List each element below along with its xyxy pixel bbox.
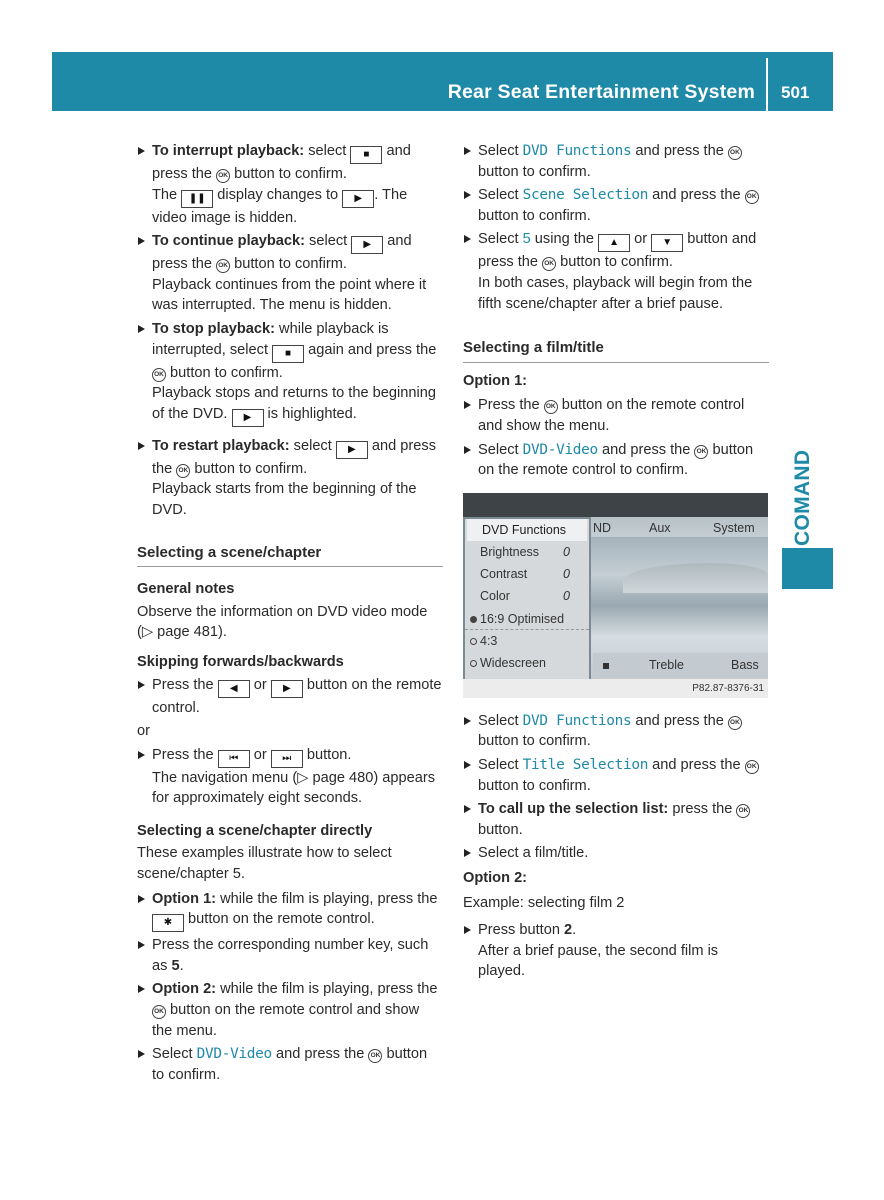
step-text: press the <box>668 801 737 818</box>
select-dvd-video-step <box>137 1044 443 1085</box>
step-text: again and press the <box>304 341 437 358</box>
menu-item-text: DVD-Video <box>522 441 598 458</box>
option1-heading: Option 1: <box>463 372 528 389</box>
step-text: using the <box>530 231 599 248</box>
menu-row-16-9-optimised <box>465 608 589 630</box>
general-notes-text: Observe the information on DVD video mode (▷ page 481). <box>137 603 428 641</box>
step-text: button. <box>302 746 352 763</box>
menu-item-text: DVD Functions <box>522 143 632 159</box>
select-film-step <box>463 843 769 864</box>
menu-item-text: DVD-Video <box>196 1046 272 1063</box>
ok-button-icon: OK <box>216 259 230 273</box>
star-key-icon: ✱ <box>152 914 184 932</box>
step-text: Playback continues from the point where it was interrupted. The menu is hidden. <box>152 276 427 314</box>
skip-forward-key-icon: ⏭ <box>271 750 303 768</box>
bottom-treble: Treble <box>649 657 684 672</box>
step-text: The navigation menu (▷ page 480) appears for approximately eight seconds. <box>152 769 436 807</box>
menu-title: DVD Functions <box>467 519 587 541</box>
ok-button-icon: OK <box>745 190 759 204</box>
step-text: button on the remote control to confirm. <box>478 441 754 479</box>
step-label: To interrupt playback: <box>152 143 305 159</box>
pause-key-icon: ❚❚ <box>181 190 213 208</box>
step-text: Select <box>478 712 523 729</box>
image-code: P82.87-8376-31 <box>692 682 764 694</box>
menu-row-label: Contrast <box>480 566 528 581</box>
step-text: button to confirm. <box>478 207 591 224</box>
step-text: button to confirm. <box>556 254 673 271</box>
step-text: and press the <box>631 712 728 729</box>
step-text: and press the <box>271 1046 369 1063</box>
menu-row-brightness <box>465 541 589 563</box>
select-title-selection-step <box>463 755 769 796</box>
ok-button-icon: OK <box>736 804 750 818</box>
step-text: or <box>630 231 652 248</box>
stop-key-icon: ■ <box>350 146 382 164</box>
directly-intro: These examples illustrate how to select scene/chapter 5. <box>137 845 392 883</box>
step-text: Select <box>478 187 523 204</box>
side-label: COMAND <box>791 449 814 546</box>
step-text: button on the remote control. <box>152 676 442 716</box>
step-text: and press the <box>152 233 412 273</box>
menu-item-text: Title Selection <box>522 756 649 773</box>
step-label: To stop playback: <box>152 320 275 337</box>
menu-row-value: 0 <box>563 544 570 559</box>
ok-button-icon: OK <box>728 146 742 160</box>
step-text: or <box>249 746 271 763</box>
radio-icon <box>470 638 477 645</box>
ok-button-icon: OK <box>745 760 759 774</box>
step-text: display changes to <box>213 186 343 203</box>
step-text: while the film is playing, press the <box>216 890 438 907</box>
step-text: and press the <box>152 143 411 182</box>
menu-row-label: 4:3 <box>480 633 498 648</box>
step-text: Select <box>478 231 523 248</box>
step-text: Playback starts from the beginning of the DVD. <box>152 481 417 518</box>
section-heading-scene: Selecting a scene/chapter <box>137 543 443 568</box>
step-text: button to confirm. <box>478 163 591 180</box>
step-text: select <box>305 233 352 250</box>
option1-step <box>137 889 443 933</box>
call-selection-list-step <box>463 799 769 840</box>
step-text: button to confirm. <box>166 364 283 381</box>
header-title: Rear Seat Entertainment System <box>447 81 755 103</box>
step-text: button on the remote control. <box>184 911 375 928</box>
ok-button-icon: OK <box>544 400 558 414</box>
ok-button-icon: OK <box>152 368 166 382</box>
header-separator <box>766 58 768 111</box>
side-tab-marker <box>782 548 833 589</box>
step-text: Press the corresponding number key, such as <box>152 937 429 974</box>
menu-row-4-3 <box>465 630 589 652</box>
step-text: select <box>304 143 351 159</box>
menu-row-label: 16:9 Optimised <box>480 611 565 626</box>
step-label: To call up the selection list: <box>478 801 669 818</box>
step-text: button to confirm. <box>478 733 591 750</box>
directly-heading: Selecting a scene/chapter directly <box>137 822 373 839</box>
step-text: button to confirm. <box>152 1046 428 1083</box>
press-button-2-step <box>463 920 769 982</box>
skip-buttons-step <box>137 745 443 809</box>
section-heading-film: Selecting a film/title <box>463 338 769 363</box>
menu-row-widescreen <box>465 652 589 674</box>
menu-row-value: 0 <box>563 588 570 603</box>
step-text: while the film is playing, press the <box>216 981 438 998</box>
stop-key-icon: ■ <box>272 345 304 363</box>
interrupt-step <box>137 141 443 228</box>
option2-step <box>137 979 443 1041</box>
step-text: button to confirm. <box>230 166 347 182</box>
step-text: Press the <box>152 746 218 763</box>
right-arrow-key-icon: ▶ <box>271 680 303 698</box>
step-text: Select <box>478 756 523 773</box>
step-text: After a brief pause, the second film is played. <box>478 942 719 980</box>
select-dvd-functions-step <box>463 141 769 182</box>
step-text: button to confirm. <box>190 460 308 477</box>
bottom-bass: Bass <box>731 657 759 672</box>
step-text: button. <box>478 821 523 838</box>
step-label: To restart playback: <box>152 437 290 454</box>
play-key-icon: ▶ <box>342 190 374 208</box>
step-text: Press the <box>478 397 544 414</box>
skip-back-key-icon: ⏮ <box>218 750 250 768</box>
restart-step <box>137 436 443 521</box>
tab-dvd-partial: ND <box>593 520 612 535</box>
play-key-icon: ▶ <box>336 441 368 459</box>
down-arrow-key-icon: ▼ <box>651 234 683 252</box>
menu-row-label: Color <box>480 588 510 603</box>
step-text: Playback stops and returns to the beginning of the DVD. <box>152 385 436 422</box>
step-text: In both cases, playback will begin from the fifth scene/chapter after a brief pause. <box>478 274 753 312</box>
tab-aux: Aux <box>649 520 671 535</box>
step-text: and press the <box>597 441 695 458</box>
radio-icon <box>470 660 477 667</box>
step-text: button on the remote control and show the menu. <box>152 1002 420 1039</box>
page-header <box>52 52 833 111</box>
step-text: Select a film/title. <box>478 845 589 862</box>
step-text: The <box>152 186 182 203</box>
option2-heading: Option 2: <box>463 869 528 886</box>
continue-step <box>137 231 443 316</box>
menu-row-label: Widescreen <box>480 655 546 670</box>
film-select-dvd-functions-step <box>463 711 769 752</box>
menu-item-text: Scene Selection <box>522 187 649 204</box>
dvd-functions-menu <box>465 519 589 679</box>
step-text: button to confirm. <box>230 256 347 273</box>
ok-button-icon: OK <box>152 1005 166 1019</box>
tab-system: System <box>713 520 755 535</box>
ok-button-icon: OK <box>368 1049 382 1063</box>
step-text: Press button <box>478 922 564 939</box>
right-column <box>463 141 769 985</box>
ok-button-icon: OK <box>728 716 742 730</box>
step-text: Select <box>152 1046 197 1063</box>
step-text: and press the <box>152 437 436 477</box>
step-text: Select <box>478 143 523 159</box>
step-text: while playback is interrupted, select <box>152 320 389 358</box>
general-notes-heading: General notes <box>137 581 235 598</box>
step-text: button to confirm. <box>478 777 591 794</box>
number-value: 5 <box>171 957 180 974</box>
radio-selected-icon <box>470 616 477 623</box>
step-text: or <box>249 676 271 693</box>
button-number: 2 <box>564 922 573 939</box>
step-text: Press the <box>152 676 218 693</box>
option-label: Option 2: <box>152 981 217 998</box>
step-text: and press the <box>631 143 728 159</box>
menu-row-value: 0 <box>563 566 570 581</box>
menu-item-text: DVD Functions <box>522 712 632 729</box>
example-text: Example: selecting film 2 <box>463 895 625 912</box>
step-text: Select <box>478 441 523 458</box>
skip-remote-step <box>137 675 443 719</box>
step-text: . <box>572 922 577 939</box>
ok-button-icon: OK <box>542 257 556 271</box>
step-text: and press the <box>648 756 745 773</box>
option-label: Option 1: <box>152 890 217 907</box>
left-arrow-key-icon: ◀ <box>218 680 250 698</box>
select-scene-number-step <box>463 229 769 314</box>
film-show-menu-step <box>463 395 769 436</box>
step-text: select <box>289 437 336 454</box>
step-text: button on the remote control and show the menu. <box>478 397 745 434</box>
left-column <box>137 141 443 1088</box>
up-arrow-key-icon: ▲ <box>598 234 630 252</box>
stop-step <box>137 319 443 427</box>
film-select-dvd-video-step <box>463 440 769 481</box>
ok-button-icon: OK <box>216 169 230 183</box>
play-key-icon: ▶ <box>232 409 264 427</box>
menu-row-color <box>465 585 589 607</box>
step-text: button and press the <box>478 231 757 271</box>
ok-button-icon: OK <box>694 445 708 459</box>
menu-row-contrast <box>465 563 589 585</box>
play-key-icon: ▶ <box>351 236 383 254</box>
step-label: To continue playback: <box>152 233 305 250</box>
step-text: is highlighted. <box>263 405 357 422</box>
screen-top-bar <box>463 493 768 517</box>
step-text: and press the <box>648 187 745 204</box>
skipping-heading: Skipping forwards/backwards <box>137 653 344 670</box>
stop-icon <box>603 663 609 669</box>
ok-button-icon: OK <box>176 464 190 478</box>
or-text: or <box>137 723 150 740</box>
step-text: . <box>179 957 184 974</box>
page-number: 501 <box>781 83 810 102</box>
step-text: . The video image is hidden. <box>152 186 408 226</box>
menu-row-label: Brightness <box>480 544 540 559</box>
scene-number: 5 <box>522 231 531 248</box>
number-key-step <box>137 935 443 976</box>
select-scene-selection-step <box>463 185 769 226</box>
dvd-functions-screen-image <box>463 493 768 698</box>
